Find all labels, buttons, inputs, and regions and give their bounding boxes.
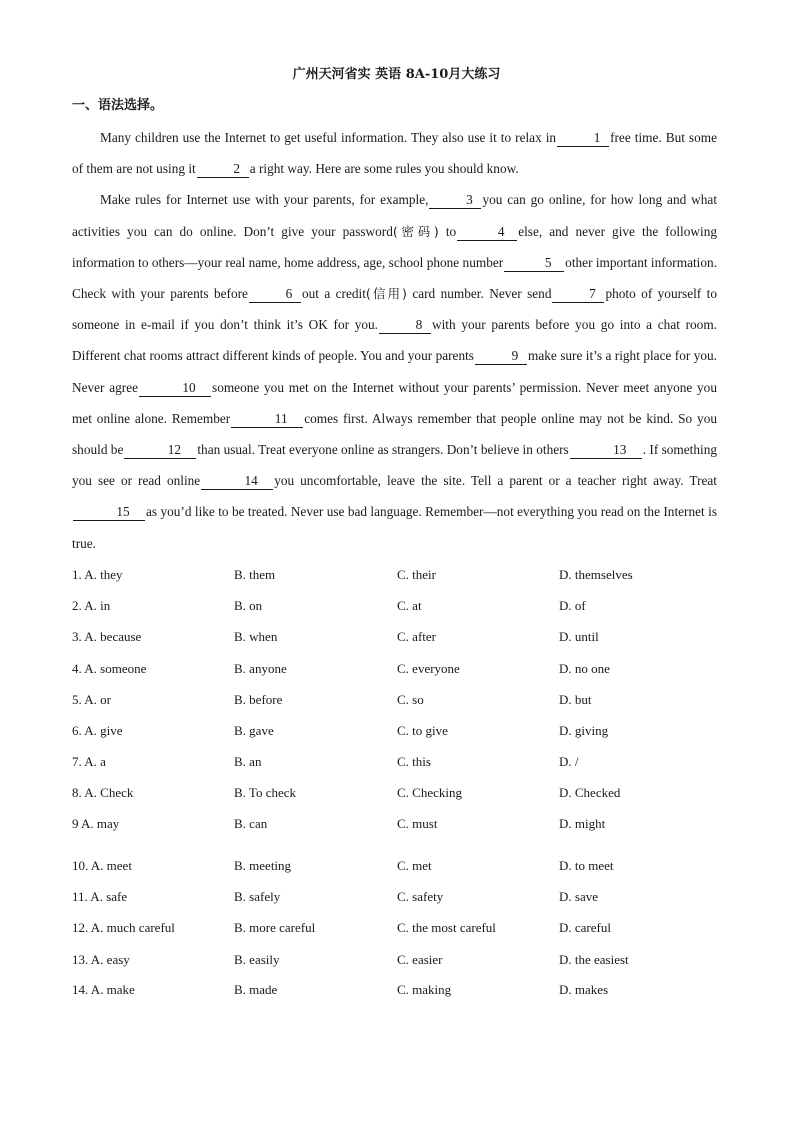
option-c: C. safety	[397, 889, 444, 904]
option-c: C. the most careful	[397, 920, 496, 935]
option-d: D. Checked	[559, 785, 621, 800]
option-a: 14. A. make	[72, 982, 135, 997]
option-d: D. no one	[559, 661, 610, 676]
passage	[72, 122, 717, 559]
option-b: B. made	[234, 982, 278, 997]
passage-text: a right way. Here are some rules you should know.	[249, 161, 519, 177]
option-b: B. an	[234, 754, 262, 769]
passage-text: Make rules for Internet use with your parents, for example,	[100, 192, 429, 208]
option-c: C. met	[397, 858, 432, 873]
option-b: B. before	[234, 692, 283, 707]
option-a: 6. A. give	[72, 723, 123, 738]
option-d: D. until	[559, 629, 599, 644]
option-d: D. /	[559, 754, 579, 769]
option-a: 5. A. or	[72, 692, 111, 707]
passage-text: than usual. Treat everyone online as strangers. Don’t believe in others	[197, 442, 569, 458]
passage-text: to	[445, 223, 457, 239]
option-c: C. after	[397, 629, 436, 644]
passage-text: card number. Never send	[412, 286, 552, 302]
option-a: 2. A. in	[72, 598, 111, 613]
option-a: 9 A. may	[72, 816, 120, 831]
option-d: D. the easiest	[559, 952, 629, 967]
option-b: B. on	[234, 598, 263, 613]
option-row	[72, 980, 752, 1000]
option-c: C. to give	[397, 723, 448, 738]
option-a: 11. A. safe	[72, 889, 128, 904]
option-d: D. careful	[559, 920, 611, 935]
option-b: B. gave	[234, 723, 274, 738]
blank-1: 1	[557, 130, 609, 147]
paragraph-2	[72, 184, 717, 558]
option-c: C. so	[397, 692, 424, 707]
passage-text: Many children use the Internet to get useful information. They also use it to relax in	[100, 130, 557, 145]
option-row	[72, 627, 752, 647]
blank-8: 8	[379, 317, 431, 334]
option-row	[72, 814, 752, 834]
option-d: D. themselves	[559, 567, 633, 582]
blank-11: 11	[231, 411, 303, 428]
option-c: C. this	[397, 754, 431, 769]
passage-text: out a credit	[301, 286, 366, 302]
blank-12: 12	[124, 442, 196, 459]
option-c: C. their	[397, 567, 436, 582]
option-a: 7. A. a	[72, 754, 106, 769]
passage-text: make sure it’s a right place for you. Never agree	[72, 348, 717, 395]
blank-3: 3	[429, 192, 481, 209]
option-d: D. giving	[559, 723, 609, 738]
option-row	[72, 752, 752, 772]
passage-text: as you’d like to be treated. Never use bad language. Remember—not everything you read on the Internet is true.	[72, 504, 717, 551]
option-b: B. easily	[234, 952, 280, 967]
option-d: D. might	[559, 816, 606, 831]
option-b: B. To check	[234, 785, 297, 800]
paragraph-1	[72, 122, 717, 184]
option-row	[72, 596, 752, 616]
option-c: C. at	[397, 598, 422, 613]
option-b: B. when	[234, 629, 278, 644]
section-heading: 一、语法选择。	[72, 98, 164, 113]
chinese-gloss: (信用)	[365, 286, 407, 302]
option-c: C. everyone	[397, 661, 460, 676]
option-a: 1. A. they	[72, 567, 123, 582]
blank-2: 2	[197, 161, 249, 178]
option-row	[72, 887, 752, 907]
option-b: B. more careful	[234, 920, 316, 935]
option-a: 3. A. because	[72, 629, 142, 644]
option-a: 4. A. someone	[72, 661, 147, 676]
option-c: C. easier	[397, 952, 443, 967]
passage-text: comes first. Always remember that people online may not be kind. So you should be	[72, 410, 717, 458]
blank-5: 5	[504, 255, 564, 272]
option-c: C. making	[397, 982, 452, 997]
option-row	[72, 565, 752, 585]
option-a: 10. A. meet	[72, 858, 132, 873]
passage-text: you can go online, for how long and what activities you can do online. Don’t give your password	[72, 192, 718, 239]
option-row	[72, 950, 752, 970]
option-a: 8. A. Check	[72, 785, 134, 800]
option-a: 12. A. much careful	[72, 920, 175, 935]
option-d: D. of	[559, 598, 586, 613]
passage-text: photo of yourself to someone in e-mail if you don’t think it’s OK for you.	[72, 286, 717, 333]
option-row	[72, 690, 752, 710]
chinese-gloss: (密码)	[392, 223, 439, 239]
option-row	[72, 856, 752, 876]
blank-13: 13	[570, 442, 642, 459]
passage-text: you uncomfortable, leave the site. Tell a parent or a teacher right away. Treat	[274, 473, 717, 489]
option-b: B. meeting	[234, 858, 292, 873]
passage-text: with your parents before you go into a chat room. Different chat rooms attract different kinds of people. You and your parents	[72, 317, 717, 364]
option-d: D. but	[559, 692, 592, 707]
option-a: 13. A. easy	[72, 952, 130, 967]
passage-text: . If something you see or read online	[72, 442, 717, 489]
option-c: C. must	[397, 816, 438, 831]
blank-10: 10	[139, 380, 211, 397]
blank-4: 4	[457, 224, 517, 241]
blank-14: 14	[201, 473, 273, 490]
option-row	[72, 659, 752, 679]
option-row	[72, 918, 752, 938]
option-d: D. makes	[559, 982, 609, 997]
option-d: D. save	[559, 889, 598, 904]
option-b: B. can	[234, 816, 268, 831]
option-b: B. them	[234, 567, 276, 582]
option-row	[72, 721, 752, 741]
blank-15: 15	[73, 504, 145, 521]
passage-text: else, and never give the following information to others—your real name, home address, age, school phone number	[72, 223, 717, 270]
passage-text: free time. But some of them are not using it	[72, 130, 717, 177]
option-row	[72, 783, 752, 803]
page-title: 广州天河省实 英语 8A-10月大练习	[292, 67, 501, 82]
passage-text: other important information. Check with your parents before	[72, 254, 717, 302]
blank-6: 6	[249, 286, 301, 303]
option-c: C. Checking	[397, 785, 462, 800]
blank-9: 9	[475, 348, 527, 365]
option-b: B. anyone	[234, 661, 287, 676]
option-d: D. to meet	[559, 858, 614, 873]
option-b: B. safely	[234, 889, 281, 904]
blank-7: 7	[552, 286, 604, 303]
passage-text: someone you met on the Internet without your parents’ permission. Never meet anyone you met online alone. Remember	[72, 379, 717, 426]
